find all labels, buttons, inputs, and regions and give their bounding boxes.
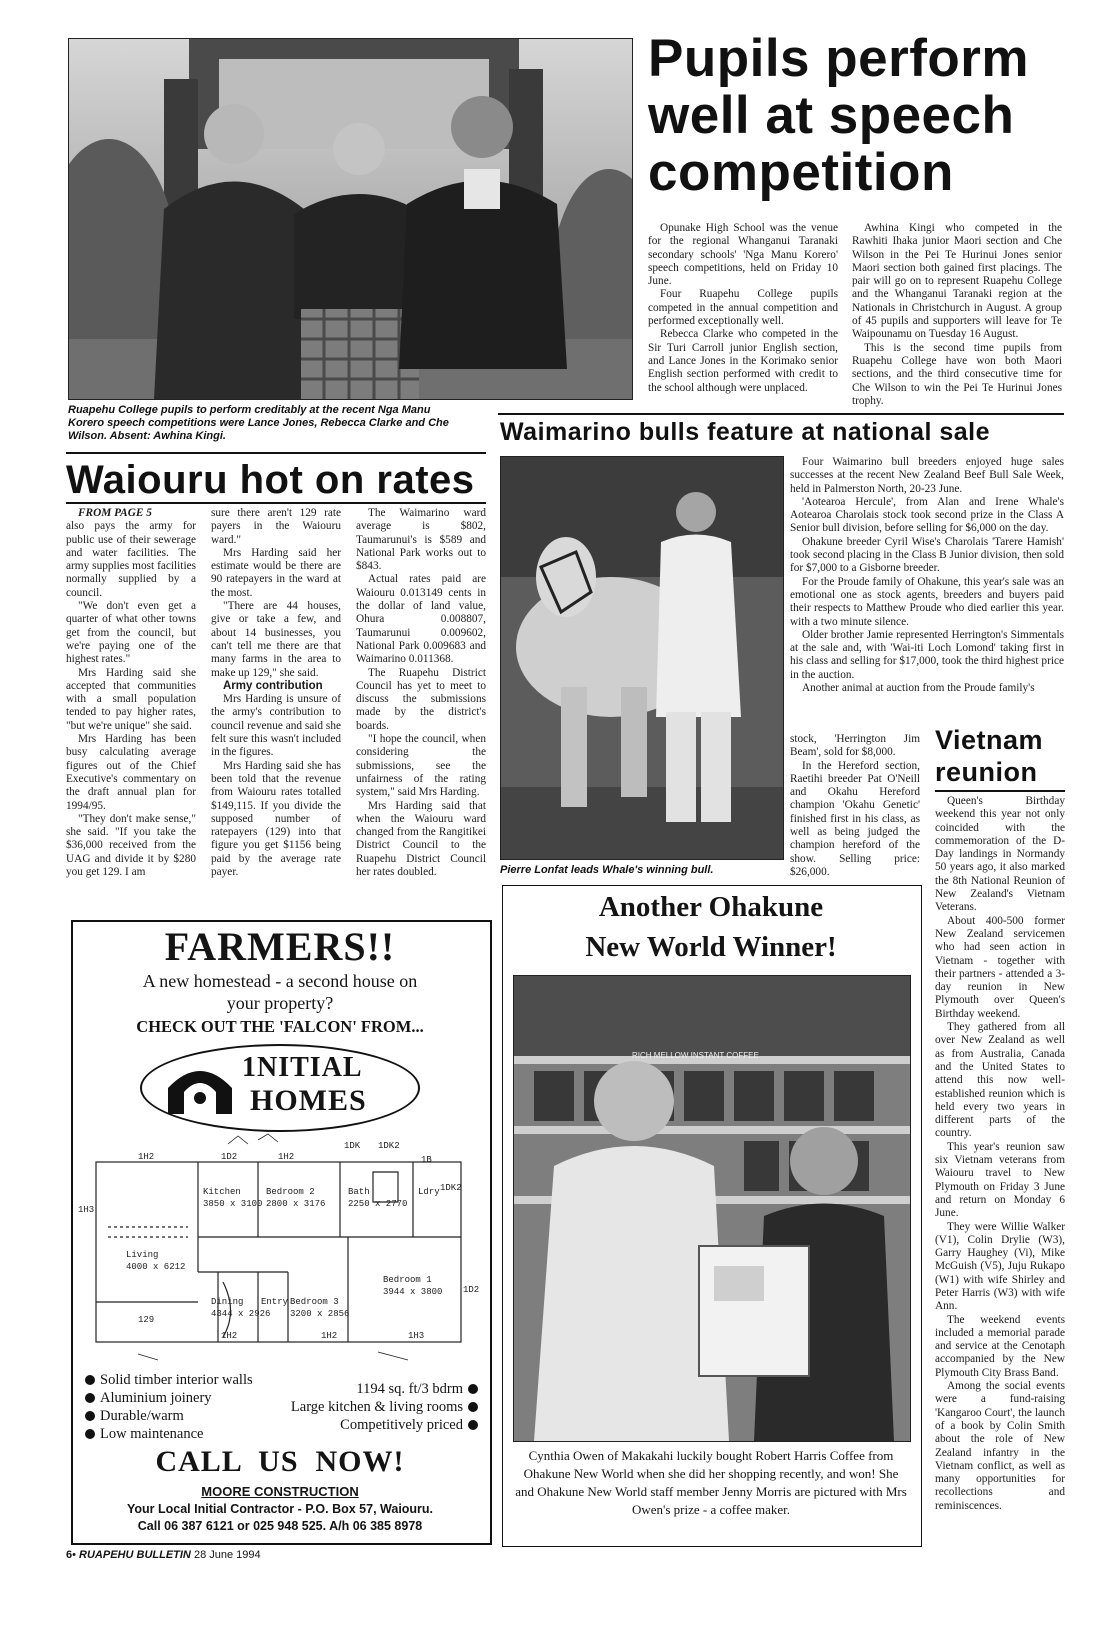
pupils-para: Awhina Kingi who competed in the Rawhiti Ihaka junior Maori section and Che Wilson in the Pei Te Hurinui Jones senior Maori section both gained first placings. The pair will go on to represent Ruapehu College and the Whanganui Taranaki region at the Nationals in Christchurch in August. A group of 45 pupils and supporters will leave for Te Waipounamu on Tuesday 16 August. [852, 222, 1062, 341]
waiouru-para: "There are 44 houses, give or take a few, and about 14 businesses, you can't tell me there are that many farms in the area to make up 129," she said. [211, 600, 341, 679]
pupils-photo-image [69, 39, 632, 399]
plan-code: 1H3 [78, 1205, 95, 1215]
bullet-dot-icon [85, 1411, 95, 1421]
plan-dim-living: 4000 x 6212 [126, 1262, 186, 1272]
farmers-subtitle [75, 970, 485, 1014]
waiouru-headline: Waiouru hot on rates [66, 458, 475, 502]
vietnam-headline-line1: Vietnam [935, 725, 1044, 755]
waiouru-para: Mrs Harding said her estimate would be there are 90 ratepayers in the ward at the most. [211, 546, 341, 599]
footer-bullet: • [72, 1549, 80, 1561]
company-name: MOORE CONSTRUCTION [201, 1484, 359, 1499]
bulls-para: In the Hereford section, Raetihi breeder Pat O'Neill and Okahu Hereford champion 'Okahu Genetic' finished first in his class, as well as being judged the champion hereford of the show. Selling price: $26,000. [790, 759, 920, 878]
bulls-para: Four Waimarino bull breeders enjoyed huge sales successes at the recent New Zealand Beef Bull Sale Week, held in Palmerston North, 20-23 June. [790, 456, 1064, 495]
waiouru-para: Mrs Harding said she accepted that communities with a small population tended to pay higher rates, "but we're unique" she said. [66, 666, 196, 732]
logo-homes-text: HOMES [250, 1084, 367, 1117]
house-arch-icon [164, 1060, 236, 1116]
plan-code: 1DK2 [378, 1141, 400, 1151]
plan-dim-bedroom2: 2800 x 3176 [266, 1199, 326, 1209]
plan-code: 1DK2 [440, 1183, 462, 1193]
waiouru-para: Mrs Harding is unsure of the army's contribution to council revenue and said she felt sure this wasn't included in the figures. [211, 693, 341, 759]
plan-label-bedroom3: Bedroom 3 [290, 1297, 339, 1307]
plan-label-bath: Bath [348, 1187, 370, 1197]
farmers-line2: your property? [226, 993, 334, 1013]
floor-plan [78, 1132, 483, 1364]
pupils-photo [68, 38, 633, 400]
vietnam-para: The weekend events included a memorial parade and service at the Cenotaph accompanied by the New Plymouth City Brass Band. [935, 1313, 1065, 1379]
plan-dim-kitchen: 3850 x 3100 [203, 1199, 263, 1209]
waiouru-para: "They don't make sense," she said. "If you take the $36,000 received from the UAG and divide it by $280 you get 129. I am [66, 812, 196, 879]
initial-homes-logo [140, 1044, 420, 1132]
bulls-top-rule [498, 413, 1064, 415]
vietnam-column [935, 795, 1065, 1513]
pupils-caption: Ruapehu College pupils to perform creditably at the recent Nga Manu Korero speech competitions were Lance Jones, Rebecca Clarke and Che Wilson. Absent: Awhina Kingi. [68, 404, 449, 442]
waiouru-para: "I hope the council, when considering the submissions, see the unfairness of the rating system," said Mrs Harding. [356, 733, 486, 799]
plan-code: 1H3 [408, 1331, 425, 1341]
waiouru-para: Mrs Harding said that when the Waiouru ward changed from the Rangitikei District Council to the Ruapehu District Council her rates doubled. [356, 799, 486, 879]
pupils-headline [648, 30, 1098, 201]
ohakune-photo [513, 975, 911, 1442]
waiouru-para: Mrs Harding has been busy calculating average figures out of the Chief Executive's commentary on the draft annual plan for 1994/95. [66, 733, 196, 812]
ohakune-headline [508, 887, 914, 967]
farmers-line1: A new homestead - a second house on [142, 971, 418, 991]
ohakune-photo-image [514, 976, 910, 1441]
bulls-para: Older brother Jamie represented Herrington's Simmentals at the sale and, with 'Wai-iti Loch Lomond' taking first in his class and selling for $17,000, took the third highest price in the auction. [790, 628, 1064, 681]
plan-label-living: Living [126, 1250, 159, 1260]
waiouru-para: sure there aren't 129 rate payers in the Waiouru ward." [211, 507, 341, 546]
farmers-title: FARMERS!! [164, 924, 396, 969]
waiouru-column-3 [356, 507, 486, 879]
logo-initial-text: 1NITIAL [242, 1052, 363, 1083]
pupils-para: Four Ruapehu College pupils competed in the annual competition and performed exceptionally well. [648, 288, 838, 328]
waiouru-under-rule [66, 502, 486, 504]
from-page-note: FROM PAGE 5 [78, 507, 152, 519]
pupils-para: This is the second time pupils from Ruapehu College have won both Maori sections, and the third consecutive time for Che Wilson to win the Pei Te Hurinui Jones trophy. [852, 341, 1062, 407]
waiouru-column-1 [66, 507, 196, 879]
plan-label-entry: Entry [261, 1297, 289, 1307]
plan-code: 1D2 [463, 1285, 480, 1295]
army-contribution-subhead: Army contribution [223, 679, 323, 692]
feature-item: Low maintenance [80, 1425, 300, 1443]
masthead-name: RUAPEHU BULLETIN [79, 1549, 191, 1561]
vietnam-headline-line2: reunion [935, 757, 1038, 787]
bulls-para: Ohakune breeder Cyril Wise's Charolais 'Tarere Hamish' took second placing in the Class B Junior division, then sold for $7,000 to a Gisborne breeder. [790, 535, 1064, 575]
pupils-column-2 [852, 222, 1062, 408]
bull-caption: Pierre Lonfat leads Whale's winning bull. [500, 864, 714, 876]
pupils-headline-line2: well at speech [648, 86, 1015, 145]
ohakune-headline-line2: New World Winner! [585, 931, 837, 963]
waiouru-para: The Waimarino ward average is $802, Taumarunui's is $589 and National Park works out to $843. [356, 507, 486, 573]
feature-item: Solid timber interior walls [80, 1371, 300, 1389]
bulls-para: stock, 'Herrington Jim Beam', sold for $8,000. [790, 733, 920, 759]
bulls-para: Another animal at auction from the Proude family's [802, 682, 1035, 695]
plan-dim-bath: 2250 x 2770 [348, 1199, 408, 1209]
bullet-dot-icon [85, 1393, 95, 1403]
pupils-para: Rebecca Clarke who competed in the Sir Turi Carroll junior English section, and Lance Jones in the Korimako senior English section performed with credit to the school although were unplaced. [648, 328, 838, 394]
vietnam-para: They gathered from all over New Zealand as well as from Australia, Canada and the United States to attend this now well-established reunion which is held every two years in different parts of the country. [935, 1021, 1065, 1140]
feature-item: Durable/warm [80, 1407, 300, 1425]
pupils-column-1 [648, 222, 838, 395]
waiouru-para: also pays the army for public use of their sewerage and water facilities. The army supplies most facilities normally supplied by a council. [66, 520, 196, 599]
bulls-narrow-column [790, 733, 920, 879]
bullet-dot-icon [85, 1375, 95, 1385]
vietnam-rule [935, 790, 1065, 792]
bulls-wide-column [790, 456, 1064, 695]
plan-code: 1H2 [221, 1331, 238, 1341]
vietnam-para: They were Willie Walker (V1), Colin Drylie (W3), Garry Haughey (Vi), Mike McGuish (V5), Juju Rukapo (W1) with wife Shirley and Peter Harris (W3) with wife Ann. [935, 1220, 1065, 1313]
page-footer [66, 1548, 466, 1562]
vietnam-para: This year's reunion saw six Vietnam veterans from Waiouru travel to New Plymouth on Friday 3 June and return on Monday 6 June. [935, 1140, 1065, 1220]
shelf-label: RICH MELLOW INSTANT COFFEE [632, 1051, 759, 1060]
waiouru-top-rule [66, 452, 486, 454]
pupils-headline-line1: Pupils perform [648, 29, 1030, 88]
ohakune-caption: Cynthia Owen of Makakahi luckily bought Robert Harris Coffee from Ohakune New World when she did her shopping recently, and won! She and Ohakune New World staff member Jenny Morris are pictured with Mrs Owen's prize - a coffee maker. [515, 1448, 907, 1517]
contractor-line: Your Local Initial Contractor - P.O. Box 57, Waiouru. [126, 1502, 434, 1516]
bulls-para: For the Proude family of Ohakune, this year's sale was an emotional one as stock agents, breeders and buyers paid their respects to Matthew Proude who died earlier this year. with a two minute silence. [790, 575, 1064, 628]
plan-code: 1D2 [221, 1152, 238, 1162]
page-number: 6 [66, 1549, 73, 1561]
feature-item: Aluminium joinery [80, 1389, 300, 1407]
call-us-now: CALL US NOW! [155, 1445, 405, 1478]
bull-photo-image [501, 457, 783, 859]
feature-item: Large kitchen & living rooms [255, 1398, 483, 1416]
plan-label-kitchen: Kitchen [203, 1187, 241, 1197]
plan-code: 1H2 [138, 1152, 155, 1162]
plan-label-bedroom1: Bedroom 1 [383, 1275, 432, 1285]
vietnam-para: Queen's Birthday weekend this year not only coincided with the commemoration of the D-Day landings in Normandy 50 years ago, it also marked the 8th National Reunion of New Zealand's Vietnam Veterans. [935, 795, 1065, 914]
plan-label-ldry: Ldry [418, 1187, 440, 1197]
vietnam-headline [935, 724, 1070, 788]
plan-dim-bedroom1: 3944 x 3800 [383, 1287, 443, 1297]
bullet-dot-icon [85, 1429, 95, 1439]
plan-label-bedroom2: Bedroom 2 [266, 1187, 315, 1197]
waiouru-column-2 [211, 507, 341, 879]
ohakune-headline-line1: Another Ohakune [598, 891, 824, 923]
bulls-headline: Waimarino bulls feature at national sale [500, 418, 991, 446]
pupils-headline-line3: competition [648, 143, 954, 202]
waiouru-para: "We don't even get a quarter of what other towns get from the council, but we're paying one of the highest rates." [66, 600, 196, 666]
vietnam-para: About 400-500 former New Zealand servicemen who had seen action in Vietnam - together with their partners - attended a 3-day reunion in New Plymouth over Queen's Birthday weekend. [935, 914, 1065, 1020]
bullet-dot-icon [468, 1384, 478, 1394]
bullet-dot-icon [468, 1402, 478, 1412]
bull-photo [500, 456, 784, 860]
plan-code: 1H2 [321, 1331, 338, 1341]
plan-code: 1DK [344, 1141, 361, 1151]
farmers-check-line: CHECK OUT THE 'FALCON' FROM... [136, 1017, 424, 1036]
waiouru-para: Actual rates paid are Waiouru 0.013149 cents in the dollar of land value, Ohura 0.008807, Taumarunui 0.009602, National Park 0.009683 and Waimarino 0.011368. [356, 573, 486, 666]
plan-code: 129 [138, 1315, 155, 1325]
feature-item: 1194 sq. ft/3 bdrm [255, 1380, 483, 1398]
pupils-para: Opunake High School was the venue for the regional Whanganui Taranaki secondary schools' 'Nga Manu Korero' speech competitions, held on Friday 10 June. [648, 222, 838, 288]
waiouru-para: The Ruapehu District Council has yet to meet to discuss the submissions made by the district's boards. [356, 666, 486, 732]
plan-code: 1H2 [278, 1152, 295, 1162]
plan-code: 1B [421, 1155, 432, 1165]
plan-dim-dining: 4344 x 2926 [211, 1309, 271, 1319]
issue-date: 28 June 1994 [193, 1549, 261, 1561]
feature-item: Competitively priced [255, 1416, 483, 1434]
features-right [255, 1380, 483, 1434]
plan-label-dining: Dining [211, 1297, 244, 1307]
bullet-dot-icon [468, 1420, 478, 1430]
plan-dim-bedroom3: 3200 x 2856 [290, 1309, 350, 1319]
phone-line: Call 06 387 6121 or 025 948 525. A/h 06 385 8978 [137, 1519, 423, 1533]
vietnam-para: Among the social events were a fund-raising 'Kangaroo Court', the launch of a book by Colin Smith about the role of New Zealand infantry in the Vietnam conflict, as well as many opportunities for recollections and reminiscences. [935, 1380, 1065, 1512]
waiouru-para: Mrs Harding said she has been told that the revenue from Waiouru rates totalled $149,115. If you divide the supposed number of ratepayers (129) into that figure you get $1156 being paid by the average rate payer. [211, 759, 341, 879]
bulls-para: 'Aotearoa Hercule', from Alan and Irene Whale's Aotearoa Charolais stock took second prize in the Class A Senior bull division, before selling for $6,000 on the day. [790, 495, 1064, 535]
